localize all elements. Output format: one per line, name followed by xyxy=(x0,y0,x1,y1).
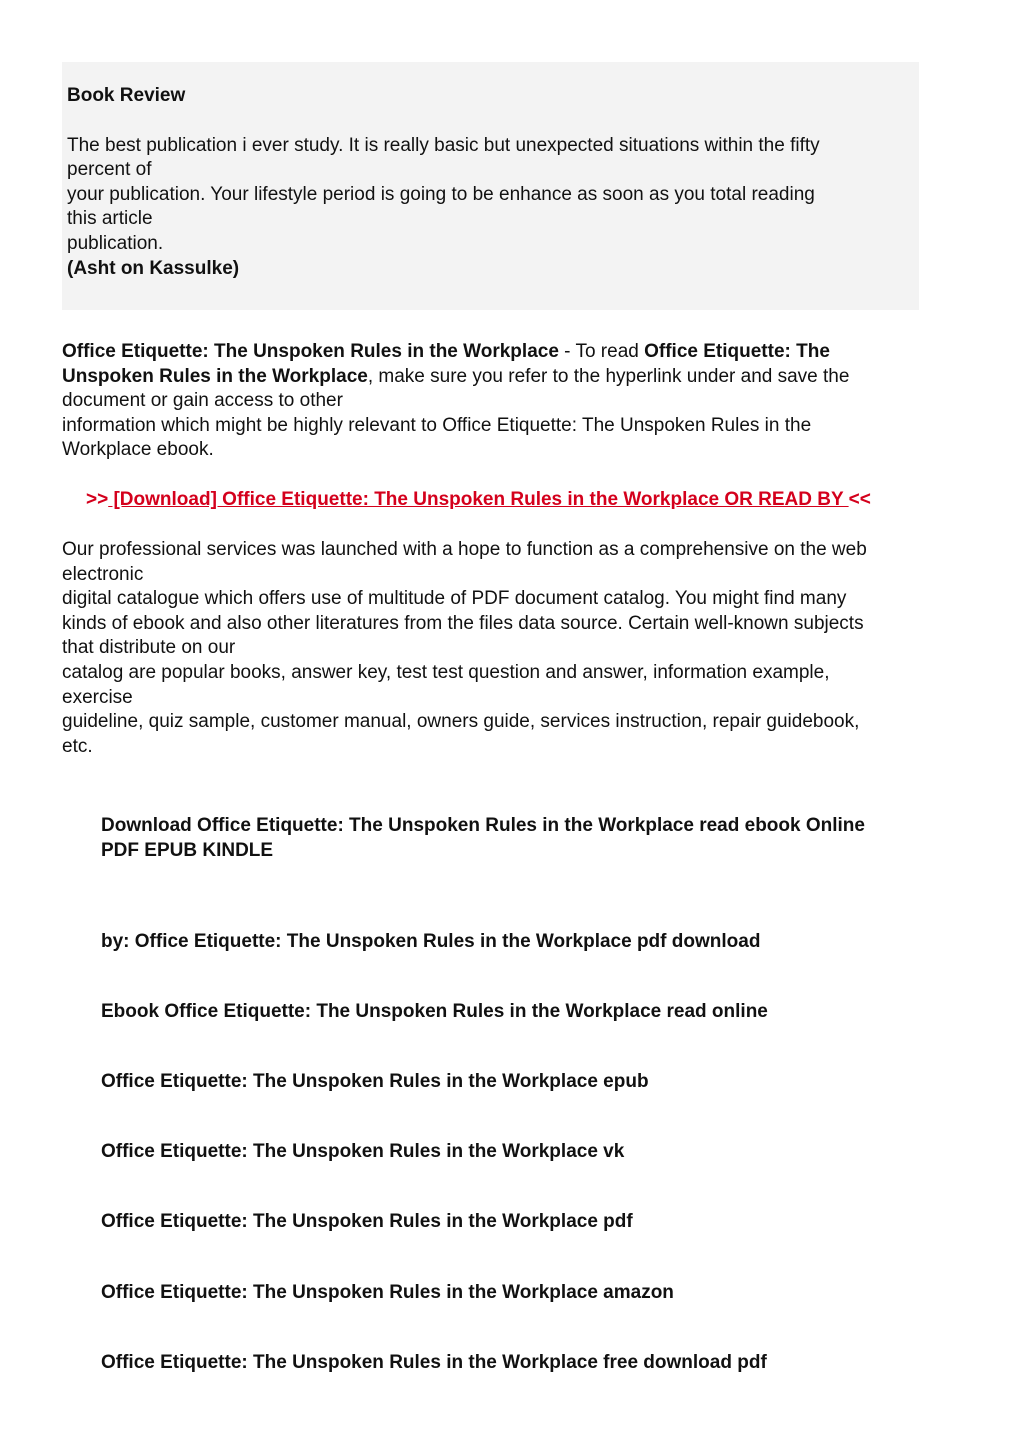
services-line: catalog are popular books, answer key, test test question and answer, information example, xyxy=(62,661,830,683)
review-author: (Asht on Kassulke) xyxy=(67,257,240,279)
keyword-item: Office Etiquette: The Unspoken Rules in the Workplace vk xyxy=(101,1141,625,1162)
download-link[interactable] xyxy=(86,488,966,513)
intro-line: information which might be highly relevant to Office Etiquette: The Unspoken Rules in the xyxy=(62,414,812,436)
review-line: The best publication i ever study. It is really basic but unexpected situations within the fifty xyxy=(67,134,820,156)
review-line: your publication. Your lifestyle period is going to be enhance as soon as you total reading xyxy=(67,183,815,205)
keyword-heading-line: Download Office Etiquette: The Unspoken Rules in the Workplace read ebook Online xyxy=(101,815,865,836)
intro-title: Office Etiquette: The Unspoken Rules in the Workplace xyxy=(62,341,559,362)
services-line: kinds of ebook and also other literatures from the files data source. Certain well-known subjects xyxy=(62,612,864,634)
intro-line xyxy=(62,340,942,365)
download-link-text[interactable]: [Download] Office Etiquette: The Unspoken Rules in the Workplace OR READ BY xyxy=(108,489,849,510)
services-line: Our professional services was launched with a hope to function as a comprehensive on the web xyxy=(62,539,867,560)
book-review-text xyxy=(67,134,897,282)
intro-paragraph xyxy=(62,340,942,463)
services-line: that distribute on our xyxy=(62,637,236,659)
keyword-item: Office Etiquette: The Unspoken Rules in the Workplace free download pdf xyxy=(101,1352,767,1373)
services-line: digital catalogue which offers use of multitude of PDF document catalog. You might find many xyxy=(62,588,847,610)
intro-title-repeat-b: Unspoken Rules in the Workplace xyxy=(62,365,368,387)
review-line: percent of xyxy=(67,159,152,181)
services-line: etc. xyxy=(62,735,93,757)
services-paragraph xyxy=(62,538,942,759)
keyword-item: Ebook Office Etiquette: The Unspoken Rules in the Workplace read online xyxy=(101,1001,768,1022)
book-review-content xyxy=(67,84,897,281)
intro-after-title: , make sure you refer to the hyperlink under and save the xyxy=(367,365,850,387)
book-review-heading: Book Review xyxy=(67,85,186,106)
keyword-heading-line: PDF EPUB KINDLE xyxy=(101,839,274,861)
keyword-heading xyxy=(101,814,951,863)
download-link-suffix: << xyxy=(848,489,871,510)
review-line: this article xyxy=(67,208,153,230)
keyword-item: Office Etiquette: The Unspoken Rules in the Workplace epub xyxy=(101,1071,649,1092)
book-review-box xyxy=(62,62,919,310)
review-line: publication. xyxy=(67,232,164,254)
download-link-prefix: >> xyxy=(86,489,109,510)
intro-line: Workplace ebook. xyxy=(62,439,214,461)
services-line: exercise xyxy=(62,686,133,708)
services-line: guideline, quiz sample, customer manual, owners guide, services instruction, repair guidebook, xyxy=(62,711,860,733)
services-line: electronic xyxy=(62,563,144,585)
intro-line: document or gain access to other xyxy=(62,390,343,412)
intro-sep: - To read xyxy=(558,341,645,362)
intro-title-repeat-a: Office Etiquette: The xyxy=(644,341,830,362)
keyword-item: by: Office Etiquette: The Unspoken Rules in the Workplace pdf download xyxy=(101,931,761,952)
keyword-item: Office Etiquette: The Unspoken Rules in the Workplace pdf xyxy=(101,1211,633,1232)
keyword-item: Office Etiquette: The Unspoken Rules in the Workplace amazon xyxy=(101,1282,674,1303)
intro-line xyxy=(62,365,942,390)
